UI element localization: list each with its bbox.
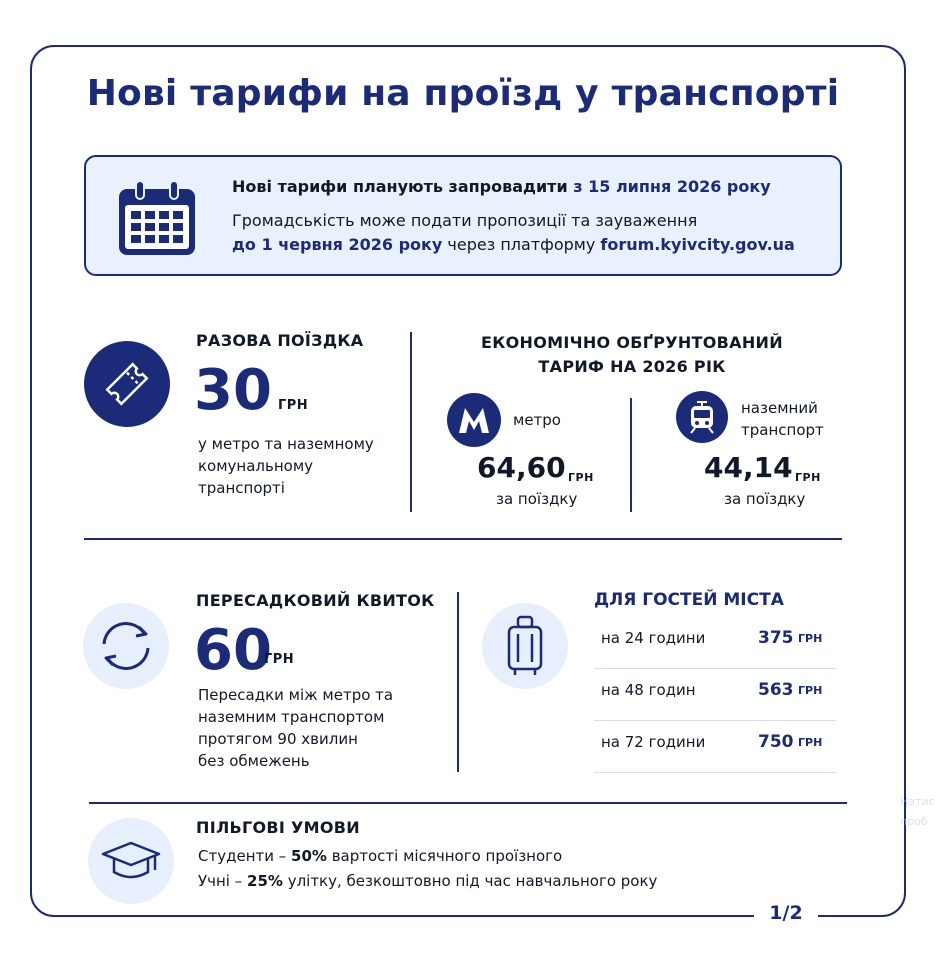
guest-row-currency: ГРН — [798, 684, 823, 697]
metro-label: метро — [513, 411, 561, 429]
transfer-desc-line: Пересадки між метро та — [198, 686, 394, 704]
guest-row — [594, 617, 836, 669]
benefits-pupils — [198, 870, 657, 892]
notice-line-1 — [232, 177, 771, 196]
guest-row-label: на 24 години — [601, 629, 706, 647]
metro-price: 64,60 — [477, 451, 566, 484]
guest-row-price: 750 — [758, 732, 794, 752]
notice-line-3 — [232, 235, 795, 254]
benefits-pupils-label: Учні – — [198, 872, 248, 890]
benefits-students-text: вартості місячного проїзного — [326, 847, 563, 865]
economic-heading-line: ТАРИФ НА 2026 РІК — [538, 357, 726, 376]
transfer-desc-line: протягом 90 хвилин — [198, 730, 358, 748]
benefits-students — [198, 845, 562, 867]
page-title: Нові тарифи на проїзд у транспорті — [86, 73, 840, 114]
metro-icon — [457, 405, 491, 435]
benefits-pupils-pct: 25% — [247, 872, 283, 890]
luggage-icon-circle — [482, 603, 568, 689]
graduation-cap-icon — [99, 836, 163, 886]
refresh-icon — [91, 611, 161, 681]
notice-line-3-text: через платформу — [442, 235, 601, 254]
notice-deadline: до 1 червня 2026 року — [232, 235, 443, 254]
divider — [89, 802, 847, 804]
guest-row-price: 563 — [758, 680, 794, 700]
notice-line-2: Громадськість може подати пропозиції та зауваження — [232, 211, 698, 230]
benefits-students-pct: 50% — [291, 847, 327, 865]
page-indicator: 1/2 — [754, 902, 818, 924]
guest-row-price: 375 — [758, 628, 794, 648]
guest-row-currency: ГРН — [798, 632, 823, 645]
metro-per-trip: за поїздку — [496, 490, 578, 508]
benefits-students-label: Студенти – — [198, 847, 292, 865]
single-trip-heading: РАЗОВА ПОЇЗДКА — [196, 331, 364, 350]
tram-icon-circle — [676, 391, 728, 443]
refresh-icon-circle — [83, 603, 169, 689]
ground-label-line: транспорт — [741, 421, 824, 439]
notice-start-date: з 15 липня 2026 року — [573, 177, 771, 196]
ground-price: 44,14 — [704, 451, 793, 484]
metro-currency: ГРН — [568, 471, 594, 484]
ticket-icon-circle — [84, 341, 170, 427]
transfer-heading: ПЕРЕСАДКОВИЙ КВИТОК — [196, 591, 435, 610]
economic-heading — [430, 331, 834, 379]
single-trip-desc-line: транспорті — [198, 479, 285, 497]
graduation-icon-circle — [88, 818, 174, 904]
ticket-icon — [99, 356, 155, 412]
divider — [410, 332, 412, 512]
single-trip-desc-line: комунальному — [198, 457, 314, 475]
metro-icon-circle — [447, 393, 501, 447]
ground-label — [741, 397, 824, 441]
transfer-desc — [198, 684, 393, 772]
transfer-currency: ГРН — [264, 652, 295, 667]
transfer-desc-line: наземним транспортом — [198, 708, 385, 726]
guest-row-label: на 48 годин — [601, 681, 696, 699]
single-trip-currency: ГРН — [278, 398, 309, 413]
forum-link[interactable]: forum.kyivcity.gov.ua — [600, 235, 795, 254]
single-trip-price: 30 — [194, 358, 272, 423]
ground-per-trip: за поїздку — [724, 490, 806, 508]
notice-line-1-text: Нові тарифи планують запровадити — [232, 177, 574, 196]
luggage-icon — [500, 614, 550, 678]
overlay-hint-line: Натис — [900, 795, 935, 808]
guest-row-label: на 72 години — [601, 733, 706, 751]
overlay-hint — [900, 792, 940, 842]
tram-icon — [687, 400, 717, 434]
benefits-pupils-text: улітку, безкоштовно під час навчального року — [282, 872, 658, 890]
single-trip-desc — [198, 433, 374, 499]
ground-currency: ГРН — [795, 471, 821, 484]
divider — [84, 538, 842, 540]
transfer-price: 60 — [194, 618, 272, 683]
guest-row — [594, 721, 836, 773]
benefits-heading: ПІЛЬГОВІ УМОВИ — [196, 818, 360, 837]
notice-box — [84, 155, 842, 276]
single-trip-desc-line: у метро та наземному — [198, 435, 374, 453]
calendar-icon — [116, 179, 198, 259]
divider — [630, 398, 632, 512]
guest-row — [594, 669, 836, 721]
guests-heading: ДЛЯ ГОСТЕЙ МІСТА — [594, 590, 784, 610]
guest-row-currency: ГРН — [798, 736, 823, 749]
divider — [457, 592, 459, 772]
economic-heading-line: ЕКОНОМІЧНО ОБҐРУНТОВАНИЙ — [481, 333, 783, 352]
ground-label-line: наземний — [741, 399, 818, 417]
transfer-desc-line: без обмежень — [198, 752, 310, 770]
overlay-hint-line: проб — [900, 815, 928, 828]
